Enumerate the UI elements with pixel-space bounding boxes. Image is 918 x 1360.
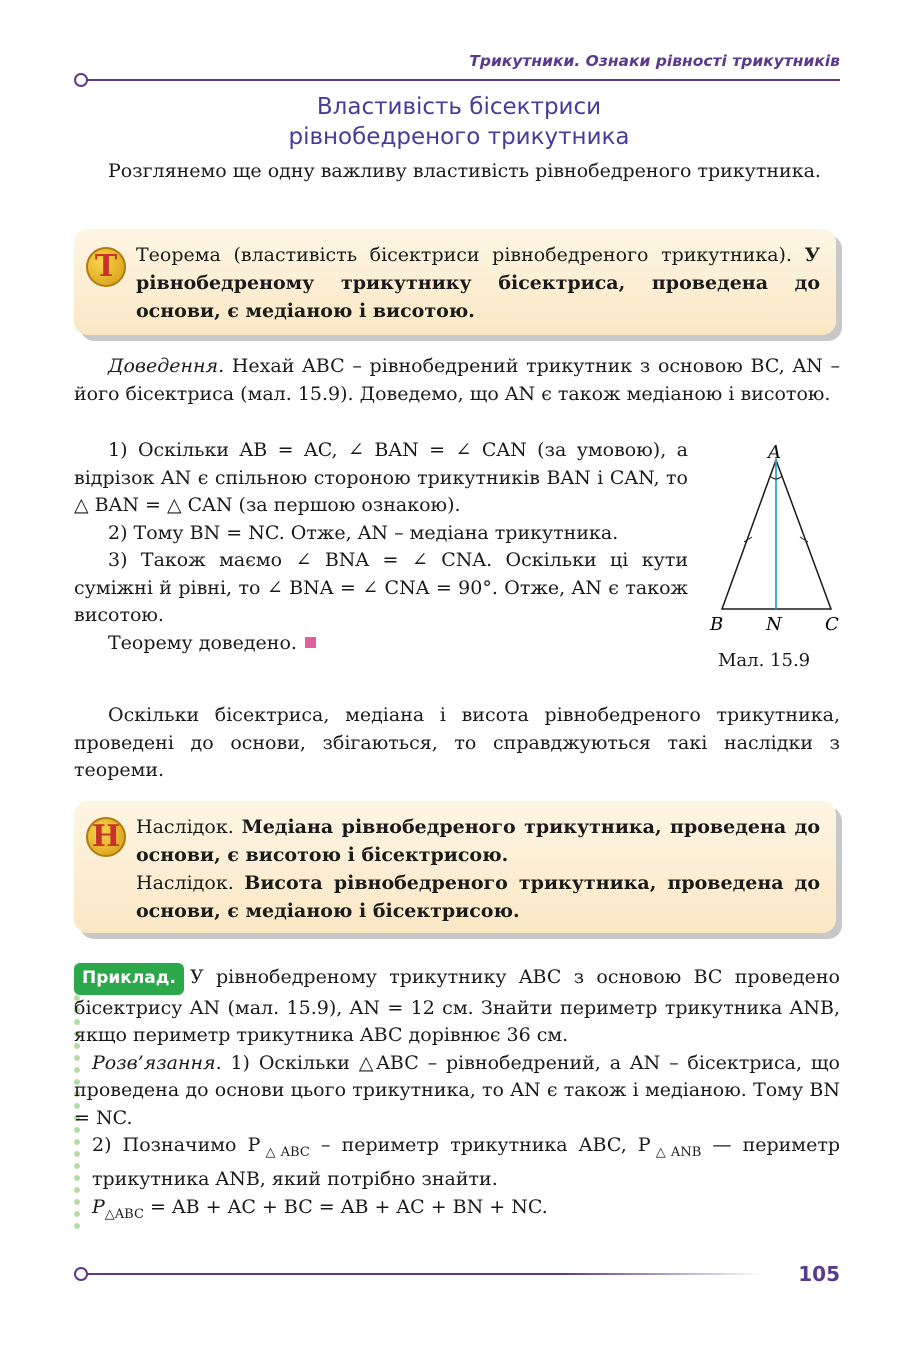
formula-rest: = AB + AC + BC = AB + AC + BN + NC. bbox=[143, 1195, 548, 1218]
triangle-figure bbox=[700, 438, 850, 638]
theorem-lead: Теорема (властивість бісектриси рівнобедреного трикутника). bbox=[136, 244, 792, 266]
example-problem-text: У рівнобедреному трикутнику ABC з основою BC проведено бісектрису AN (мал. 15.9), AN = 12 см. Знайти периметр трикутника ANB, якщо периметр трикутника ABC дорівнює 36 см. bbox=[74, 966, 840, 1046]
corollary-1 bbox=[136, 813, 820, 869]
vertex-label-a: A bbox=[768, 442, 781, 463]
corollary-1-text: Медіана рівнобедреного трикутника, проведена до основи, є висотою і бісектрисою. bbox=[136, 816, 820, 866]
solution-2-sub-anb: △ANB bbox=[650, 1144, 702, 1160]
proof-step-2: 2) Тому BN = NC. Отже, AN – медіана трикутника. bbox=[108, 521, 619, 544]
proof-end bbox=[74, 630, 688, 658]
page-number: 105 bbox=[798, 1262, 840, 1286]
header-rule bbox=[86, 79, 840, 81]
theorem-badge-icon: Т bbox=[86, 247, 126, 287]
vertex-label-b: B bbox=[710, 614, 724, 635]
theorem-text bbox=[136, 241, 820, 325]
proof-intro-text: Нехай ABC – рівнобедрений трикутник з основою BC, AN – його бісектриса (мал. 15.9). Доведемо, що AN є також медіаною і висотою. bbox=[74, 355, 841, 405]
corollary-badge-icon: Н bbox=[86, 817, 126, 857]
example-block bbox=[74, 963, 840, 1228]
transition-text: Оскільки бісектриса, медіана і висота рівнобедреного трикутника, проведені до основи, збігаються, то справджуються такі наслідки з теореми. bbox=[74, 704, 840, 781]
chapter-title: Трикутники. Ознаки рівності трикутників bbox=[469, 52, 840, 70]
formula-p: P bbox=[92, 1195, 105, 1218]
example-solution-2 bbox=[74, 1132, 840, 1194]
proof-intro bbox=[74, 353, 840, 408]
corollary-2-text: Висота рівнобедреного трикутника, проведена до основи, є медіаною і бісектрисою. bbox=[136, 872, 820, 922]
section-title-line2: рівнобедреного трикутника bbox=[288, 124, 630, 150]
corollary-2 bbox=[136, 869, 820, 925]
example-problem bbox=[74, 963, 840, 1050]
solution-2-part-b: – периметр трикутника ABC, P bbox=[309, 1134, 651, 1156]
footer-rule bbox=[86, 1273, 766, 1275]
solution-2-part-c: — периметр трикутника ANB, який потрібно знайти. bbox=[92, 1134, 841, 1191]
section-title-line1: Властивість бісектриси bbox=[316, 94, 602, 120]
solution-1-text: 1) Оскільки △ABC – рівнобедрений, а AN – бісектриса, що проведена до основи цього трикутника, то AN є також і медіаною. Тому BN = NC. bbox=[74, 1051, 840, 1129]
figure-caption: Мал. 15.9 bbox=[718, 650, 811, 671]
corollary-box bbox=[74, 801, 836, 933]
example-solution-1 bbox=[74, 1050, 840, 1133]
solution-2-sub-abc: △ABC bbox=[260, 1144, 310, 1160]
example-formula bbox=[74, 1194, 840, 1228]
vertex-label-c: C bbox=[825, 614, 839, 635]
corollary-2-lead: Наслідок. bbox=[136, 872, 234, 894]
corollary-1-lead: Наслідок. bbox=[136, 816, 234, 838]
section-title bbox=[0, 92, 918, 152]
end-of-proof-square-icon bbox=[305, 637, 316, 648]
proof-steps bbox=[74, 437, 688, 657]
proof-step-1: 1) Оскільки AB = AC, ∠ BAN = ∠ CAN (за умовою), а відрізок AN є спільною стороною трикутників BAN і CAN, то △ BAN = △ CAN (за першою ознакою). bbox=[74, 439, 688, 516]
solution-label: Розв’язання. bbox=[92, 1051, 222, 1074]
formula-sub: △ABC bbox=[104, 1206, 144, 1222]
intro-text: Розглянемо ще одну важливу властивість рівнобедреного трикутника. bbox=[108, 160, 821, 182]
solution-2-part-a: 2) Позначимо P bbox=[92, 1134, 261, 1156]
intro-paragraph bbox=[74, 158, 840, 186]
theorem-box bbox=[74, 229, 836, 335]
proof-end-text: Теорему доведено. bbox=[108, 631, 297, 654]
example-label: Приклад. bbox=[74, 963, 184, 995]
theorem-statement: У рівнобедреному трикутнику бісектриса, проведена до основи, є медіаною і висотою. bbox=[136, 244, 821, 322]
point-label-n: N bbox=[766, 614, 782, 635]
transition-paragraph bbox=[74, 702, 840, 785]
proof-label: Доведення. bbox=[108, 355, 225, 377]
proof-step-3: 3) Також маємо ∠ BNA = ∠ CNA. Оскільки ці кути суміжні й рівні, то ∠ BNA = ∠ CNA = 90°. Отже, AN є також висотою. bbox=[74, 549, 688, 626]
corollary-text bbox=[136, 813, 820, 925]
